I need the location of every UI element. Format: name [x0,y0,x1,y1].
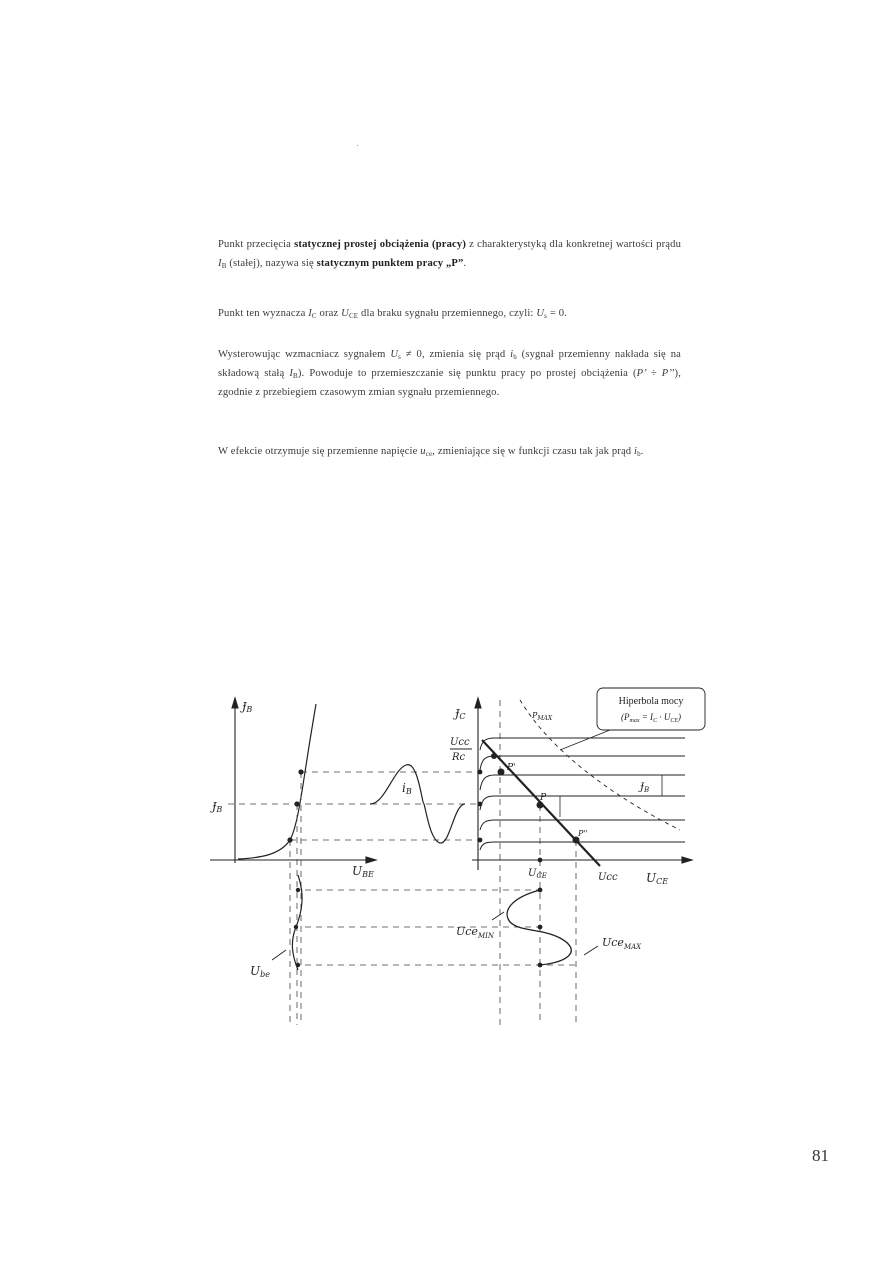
label-uce-axis: UCE [646,871,669,886]
point-uce-axis [538,858,543,863]
ib-axis-arrow [232,698,238,708]
paragraph-driving-amplifier: Wysterowując wzmacniacz sygnałem $U_s \ne 0$, zmienia się prąd $i_b$ (sygnał przemienny nakłada się na składową stałą $I_B$). Powoduje to przemieszczanie się punktu pracy po prostej obciążenia (P’ ÷ P’’), zgodnie z przebiegiem czasowym zmian sygnału przemiennego. [218,349,681,398]
label-ib-axis: ɈB [242,700,253,714]
input-point-min [287,837,292,842]
label-ucc: Ucc [598,872,618,883]
callout-box [597,688,705,730]
ube-wave-point-2 [294,925,298,929]
ic-axis-arrow [475,698,481,708]
output-axis-point-max [478,770,483,775]
input-characteristic-curve [238,704,316,859]
output-curve-4 [480,775,685,790]
uce-wave-point-3 [538,963,543,968]
label-ucc-over-rc-bottom: Rc [452,752,466,763]
label-pmax: $P_{MAX}$ [532,711,553,722]
ucemax-pointer [584,946,598,955]
label-ucc-over-rc-top: Ucc [450,737,470,748]
ube-wave-point-1 [296,888,300,892]
label-ic-axis: ɈC [455,707,466,721]
label-ube-axis: UBE [352,864,374,879]
label-ib-right: $Ɉ_B$ [640,782,650,794]
output-axis-point-min [478,838,483,843]
paragraph-static-operating-point: Punkt przecięcia statycznej prostej obciążenia (pracy) z charakterystyką dla konkretnej wartości prądu $I_B$ (stałej), nazywa się statycznym punktem pracy „P”. [218,239,682,270]
uce-axis-arrow [682,857,692,863]
label-uce-min: Uce$_{MIN}$ [456,925,495,940]
callout-pointer [560,730,610,750]
point-p-prime [498,769,505,776]
label-p: P [540,793,547,803]
label-uce-max: Uce$_{MAX}$ [602,936,642,951]
uce-wave-point-2 [538,925,543,930]
label-p-prime: P' [507,763,516,773]
input-point-q [294,801,299,806]
label-ib-wave: iB [402,781,412,796]
ube-wave-point-3 [296,963,300,967]
ube-pointer [272,950,286,960]
paragraph-result-voltage: W efekcie otrzymuje się przemienne napięcie $u_{ce}$, zmieniające się w funkcji czasu tak jak prąd $i_b$. [218,446,644,458]
point-ucc-rc [491,753,497,759]
output-curve-3 [480,796,685,810]
paragraph-operating-point-defines: Punkt ten wyznacza $I_C$ oraz $U_{CE}$ dla braku sygnału przemiennego, czyli: $U_s = 0$. [218,308,567,320]
figure-drawing [210,680,710,1030]
transistor-characteristics-figure [210,680,710,1030]
input-point-max [298,769,303,774]
uce-wave-point-1 [538,888,543,893]
output-curve-6 [480,738,685,750]
callout-formula: $(P_{max} = I_C \cdot U_{CE})$ [620,712,682,724]
label-ib-left: ɈB [212,800,223,814]
page-number: 81 [812,1146,829,1165]
label-uce-point: $U_{CE}$ [528,868,547,880]
scan-speck [357,145,358,146]
label-p-double-prime: P'' [578,829,588,838]
callout-title: Hiperbola mocy [618,696,684,707]
output-axis-point-q [478,802,483,807]
ucemin-pointer [492,912,504,920]
label-ube-wave: Ube [250,964,270,979]
ube-axis-arrow [366,857,376,863]
